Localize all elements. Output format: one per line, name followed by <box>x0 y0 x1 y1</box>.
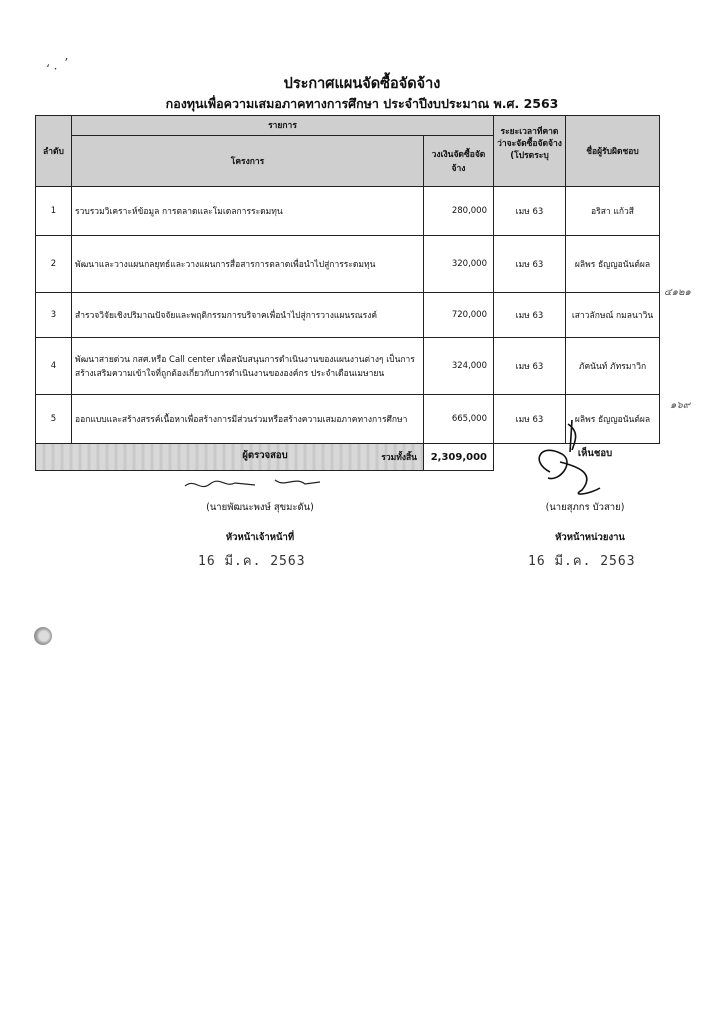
total-label: รวมทั้งสิ้น <box>36 444 424 471</box>
approver-name: (นายสุภกร บัวสาย) <box>545 502 625 513</box>
reviewer-label: ผู้ตรวจสอบ <box>242 450 288 461</box>
procurement-table <box>35 115 566 471</box>
row-period: เมษ 63 <box>494 338 566 395</box>
row-period: เมษ 63 <box>494 395 566 444</box>
table-row <box>36 338 566 395</box>
row-no: 2 <box>36 236 72 293</box>
col-header-budget: วงเงินจัดซื้อจัดจ้าง <box>424 135 494 186</box>
row-period: เมษ 63 <box>494 187 566 236</box>
punch-hole <box>34 627 52 645</box>
row-period: เมษ 63 <box>494 236 566 293</box>
row-budget: 720,000 <box>424 293 494 338</box>
col-header-no: ลำดับ <box>36 116 72 187</box>
page-title: ประกาศแผนจัดซื้อจัดจ้าง <box>283 76 441 92</box>
row-project: รวบรวมวิเคราะห์ข้อมูล การตลาดและโมเดลการระดมทุน <box>72 187 424 236</box>
row-owner: ภัคนันท์ ภัทรมาวิก <box>566 338 660 395</box>
owner-column <box>565 115 660 444</box>
row-owner: ผลิพร ธัญญอนันต์ผล <box>566 236 660 293</box>
row-no: 4 <box>36 338 72 395</box>
row-budget: 665,000 <box>424 395 494 444</box>
row-budget: 280,000 <box>424 187 494 236</box>
table-row <box>36 395 566 444</box>
total-value: 2,309,000 <box>424 444 494 471</box>
row-period: เมษ 63 <box>494 293 566 338</box>
approver-position: หัวหน้าหน่วยงาน <box>555 532 625 543</box>
approver-date-stamp: 16 มี.ค. 2563 <box>528 554 636 569</box>
margin-note: ๑๖๙ <box>670 400 691 411</box>
col-header-period-text: ระยะเวลาที่คาดว่าจะจัดซื้อจัดจ้าง (โปรดระบุ <box>497 127 562 161</box>
row-budget: 320,000 <box>424 236 494 293</box>
scan-speck: ʼ <box>64 56 68 70</box>
table-row <box>36 293 566 338</box>
scan-speck: ʻ · <box>46 62 58 76</box>
row-project: พัฒนาและวางแผนกลยุทธ์และวางแผนการสื่อสารการตลาดเพื่อนำไปสู่การระดมทุน <box>72 236 424 293</box>
row-owner: อริสา แก้วสี <box>566 187 660 236</box>
col-header-period <box>494 116 566 187</box>
table-row <box>36 187 566 236</box>
row-no: 3 <box>36 293 72 338</box>
col-header-project: โครงการ <box>72 135 424 186</box>
row-project: พัฒนาสายด่วน กสศ.หรือ Call center เพื่อสนับสนุนการดำเนินงานของแผนงานต่างๆ เป็นการสร้างเสริมความเข้าใจที่ถูกต้องเกี่ยวกับการดำเนินงานขององค์กร ประจำเดือนเมษายน <box>72 338 424 395</box>
table-row <box>36 236 566 293</box>
page-subtitle: กองทุนเพื่อความเสมอภาคทางการศึกษา ประจำปีงบประมาณ พ.ศ. 2563 <box>165 96 559 111</box>
row-no: 1 <box>36 187 72 236</box>
col-group-header: รายการ <box>72 116 494 136</box>
row-project: ออกแบบและสร้างสรรค์เนื้อหาเพื่อสร้างการมีส่วนร่วมหรือสร้างความเสมอภาคทางการศึกษา <box>72 395 424 444</box>
reviewer-date-stamp: 16 มี.ค. 2563 <box>198 554 306 569</box>
row-budget: 324,000 <box>424 338 494 395</box>
approver-signature <box>520 412 610 502</box>
margin-note: ๔๑๒๑ <box>664 287 691 298</box>
col-header-owner: ชื่อผู้รับผิดชอบ <box>566 116 660 187</box>
reviewer-name: (นายพัฒนะพงษ์ สุขมะดัน) <box>206 502 314 513</box>
row-project: สำรวจวิจัยเชิงปริมาณปัจจัยและพฤติกรรมการบริจาคเพื่อนำไปสู่การวางแผนรณรงค์ <box>72 293 424 338</box>
approver-label: เห็นชอบ <box>577 448 613 459</box>
reviewer-position: หัวหน้าเจ้าหน้าที่ <box>225 532 295 543</box>
row-no: 5 <box>36 395 72 444</box>
reviewer-signature <box>180 468 330 498</box>
row-owner: ผลิพร ธัญญอนันต์ผล <box>566 395 660 444</box>
row-owner: เสาวลักษณ์ กมลนาวิน <box>566 293 660 338</box>
